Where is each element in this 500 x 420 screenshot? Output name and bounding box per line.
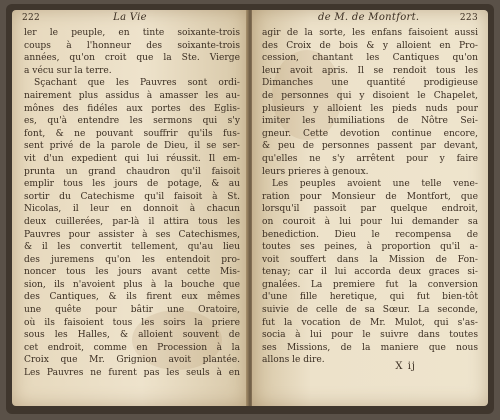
right-page-text — [262, 27, 478, 367]
text-line: noncer tous les jours avant cette Mis- — [24, 267, 240, 278]
text-line: on couroit à lui pour lui demander sa — [262, 216, 478, 227]
text-line: font, & ne pouvant souffrir qu'ils fus- — [24, 128, 240, 139]
text-line: nairement plus assidus à amasser les au- — [24, 90, 240, 101]
text-line: sent privé de la parole de Dieu, il se ser- — [24, 141, 240, 152]
text-line: fut la vocation de Mr. Mulot, qui s'as- — [262, 317, 478, 328]
text-line: des Croix de bois & y alloient en Pro- — [262, 40, 478, 51]
text-line: mônes des fidéles aux portes des Eglis- — [24, 103, 240, 114]
text-line: lorsqu'il passoit par quelque endroit, — [262, 204, 478, 215]
text-line: plusieurs y alloient les pieds nuds pour — [262, 103, 478, 114]
text-line: cet endroit, comme en Procession à la — [24, 342, 240, 353]
text-line: gnalées. La premiere fut la conversion — [262, 279, 478, 290]
text-line: sous les Halles, & alloient souvent de — [24, 330, 240, 341]
text-line: Sçachant que les Pauvres sont ordi- — [34, 78, 240, 89]
text-line: suivie de celle de sa Sœur. La seconde, — [262, 305, 478, 316]
text-line: benediction. Dieu le recompensa de — [262, 229, 478, 240]
right-page-header — [262, 12, 478, 26]
text-line: cession, chantant les Cantiques qu'on — [262, 53, 478, 64]
text-line: une quête pour bâtir une Oratoire, — [24, 305, 240, 316]
left-page-text — [24, 27, 240, 380]
text-line: deux cuillerées, par-là il attira tous les — [24, 216, 240, 227]
running-head: de M. de Montfort. — [318, 12, 420, 23]
text-line: socia à lui pour le suivre dans toutes — [262, 330, 478, 341]
text-line: es, qu'à entendre les sermons qui s'y — [24, 116, 240, 127]
text-line: des Cantiques, & ils firent eux mêmes — [24, 292, 240, 303]
text-line: Dimanches une quantité prodigieuse — [262, 78, 478, 89]
text-line: Les Pauvres ne furent pas les seuls à en — [24, 368, 240, 379]
left-page — [12, 10, 248, 406]
page-number: 223 — [459, 13, 478, 23]
text-line: leurs prieres à genoux. — [262, 166, 369, 177]
text-line: Pauvres pour assister à ses Catechismes, — [24, 229, 240, 240]
text-line: gneur. Cette devotion continue encore, — [262, 128, 478, 139]
text-line: & il les convertit tellement, qu'au lieu — [24, 242, 240, 253]
text-line: Croix que Mr. Grignion avoit plantée. — [24, 355, 240, 366]
text-line: années, qu'on croit que la Ste. Vierge — [24, 53, 240, 64]
text-line: prunta un grand chaudron qu'il faisoit — [24, 166, 240, 177]
text-line: a vécu sur la terre. — [24, 65, 112, 76]
text-line: emplir tous les jours de potage, & au — [24, 179, 240, 190]
text-line: ration pour Monsieur de Montfort, que — [262, 191, 478, 202]
text-line: & peu de personnes passent par devant, — [262, 141, 478, 152]
left-page-header — [22, 12, 238, 26]
text-line: vit d'un expedient qui lui réussit. Il em- — [24, 153, 240, 164]
text-line: des juremens qu'on les entendoit pro- — [24, 254, 240, 265]
text-line: Les peuples avoient une telle vene- — [272, 179, 478, 190]
text-line: d'une fille heretique, qui fut bien-tôt — [262, 292, 478, 303]
text-line: allons le dire. — [262, 355, 325, 366]
text-line: tenay; car il lui accorda deux graces si- — [262, 267, 478, 278]
text-line: ses Missions, de la maniere que nous — [262, 342, 478, 353]
text-line: imiter les humiliations de Nôtre Sei- — [262, 116, 478, 127]
text-line: agir de la sorte, les enfans faisoient aussi — [262, 28, 478, 38]
signature-mark: X ij — [395, 361, 416, 372]
text-line: de personnes qui y disoient le Chapelet, — [262, 90, 478, 101]
text-line: Nicolas, il leur en donnoit à chacun — [24, 204, 240, 215]
book-spread — [6, 4, 494, 414]
text-line: qu'elles ne s'y arrêtent pour y faire — [262, 153, 478, 164]
page-number: 222 — [22, 13, 41, 23]
text-line: où ils faisoient tous les soirs la priere — [24, 317, 240, 328]
running-head: La Vie — [113, 12, 147, 23]
text-line: coups à l'honneur des soixante-trois — [24, 40, 240, 51]
right-page — [252, 10, 488, 406]
text-line: sortir du Catechisme qu'il faisoit à St. — [24, 191, 240, 202]
text-line: toutes ses peines, à proportion qu'il a- — [262, 242, 478, 253]
text-line: voit souffert dans la Mission de Fon- — [262, 254, 478, 265]
text-line: sion, ils n'avoient plus à la bouche que — [24, 279, 240, 290]
text-line: ler le peuple, en tinte soixante-trois — [24, 28, 240, 38]
text-line: leur avoit apris. Il se rendoit tous les — [262, 65, 478, 76]
